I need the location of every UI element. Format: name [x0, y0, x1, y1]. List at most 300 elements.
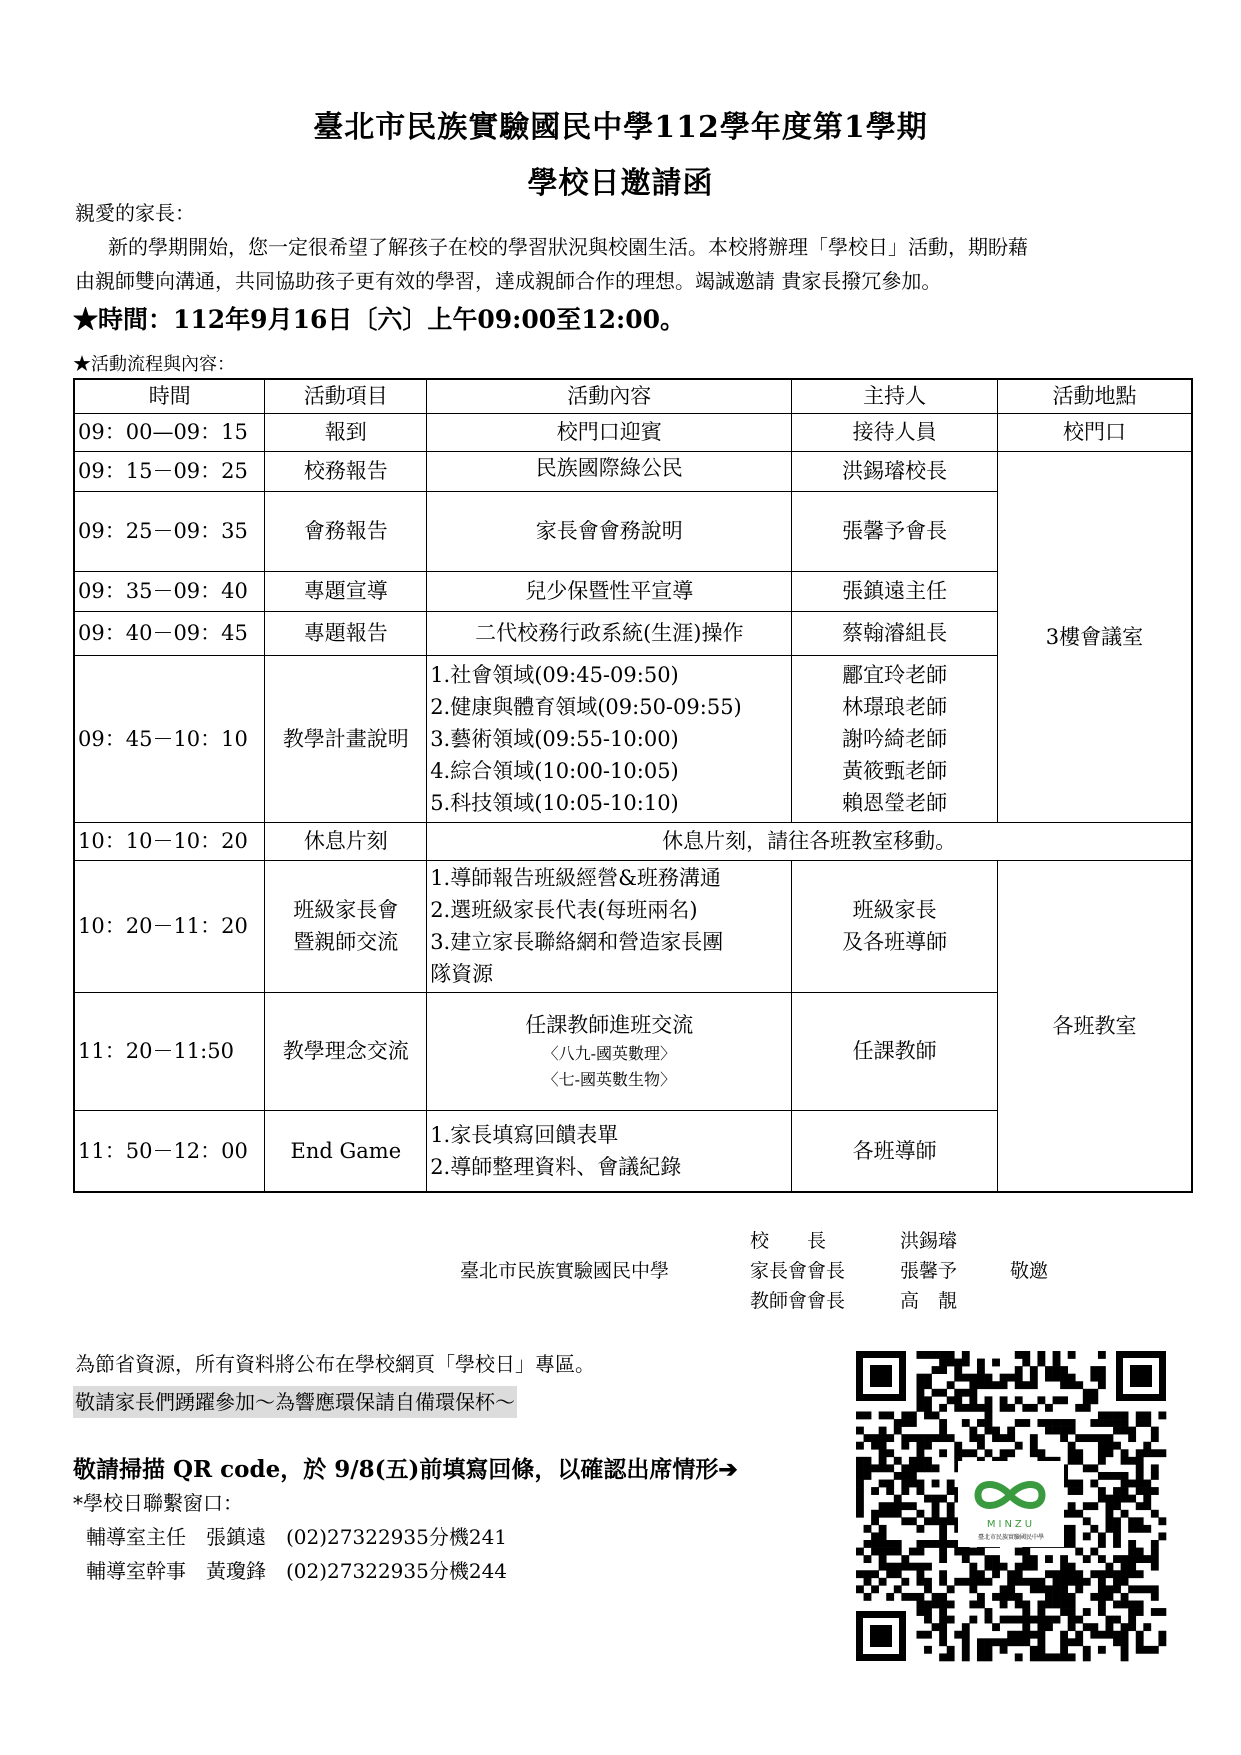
qr-module: [1068, 1653, 1076, 1661]
qr-module: [1007, 1374, 1015, 1382]
qr-module: [962, 1646, 970, 1654]
qr-module: [1015, 1563, 1023, 1571]
cell-content: 休息片刻，請往各班教室移動。: [427, 822, 1192, 860]
qr-module: [856, 1502, 864, 1510]
qr-module: [916, 1510, 924, 1518]
qr-module: [909, 1464, 917, 1472]
qr-module: [1068, 1623, 1076, 1631]
qr-module: [1037, 1351, 1045, 1359]
qr-module: [856, 1411, 864, 1419]
qr-module: [924, 1608, 932, 1616]
qr-module: [1106, 1495, 1114, 1503]
qr-module: [1098, 1578, 1106, 1586]
qr-module: [1000, 1646, 1008, 1654]
qr-module: [1090, 1502, 1098, 1510]
qr-module: [977, 1359, 985, 1367]
qr-module: [1075, 1510, 1083, 1518]
qr-module: [1007, 1427, 1015, 1435]
qr-module: [1022, 1548, 1030, 1556]
qr-module: [856, 1427, 864, 1435]
header-content: 活動內容: [427, 379, 792, 413]
qr-module: [1098, 1351, 1106, 1359]
qr-module: [1053, 1359, 1061, 1367]
qr-module: [969, 1427, 977, 1435]
qr-module: [1151, 1449, 1159, 1457]
qr-module: [1022, 1616, 1030, 1624]
qr-module: [1045, 1555, 1053, 1563]
qr-module: [1098, 1419, 1106, 1427]
qr-module: [1136, 1638, 1144, 1646]
qr-module: [1121, 1563, 1129, 1571]
qr-module: [1083, 1653, 1091, 1661]
qr-module: [871, 1517, 879, 1525]
qr-module: [947, 1510, 955, 1518]
qr-module: [864, 1457, 872, 1465]
qr-module: [947, 1540, 955, 1548]
qr-module: [1128, 1434, 1136, 1442]
qr-module: [1045, 1366, 1053, 1374]
qr-module: [1053, 1427, 1061, 1435]
qr-module: [954, 1389, 962, 1397]
qr-module: [954, 1548, 962, 1556]
qr-module: [1136, 1487, 1144, 1495]
qr-module: [1022, 1359, 1030, 1367]
qr-module: [977, 1578, 985, 1586]
qr-module: [1113, 1442, 1121, 1450]
qr-module: [1000, 1404, 1008, 1412]
content-line: 4.綜合領域(10:00-10:05): [430, 758, 679, 783]
qr-module: [1136, 1555, 1144, 1563]
qr-module: [1113, 1570, 1121, 1578]
qr-module: [1113, 1601, 1121, 1609]
qr-module: [901, 1487, 909, 1495]
signature-name: 洪錫璿: [900, 1230, 958, 1252]
qr-module: [1090, 1419, 1098, 1427]
qr-module: [1090, 1374, 1098, 1382]
qr-module: [1015, 1374, 1023, 1382]
content-line: 5.科技領域(10:05-10:10): [430, 790, 679, 815]
qr-module: [939, 1548, 947, 1556]
greeting: 親愛的家長：: [75, 201, 195, 225]
qr-module: [932, 1480, 940, 1488]
signature-title: 校 長: [750, 1230, 827, 1252]
cell-time: 10：20－11：20: [74, 860, 265, 992]
qr-module: [1136, 1631, 1144, 1639]
qr-module: [886, 1563, 894, 1571]
qr-module: [962, 1631, 970, 1639]
cell-host: 接待人員: [792, 413, 998, 451]
qr-module: [1151, 1585, 1159, 1593]
content-line: 3.藝術領域(09:55-10:00): [430, 726, 679, 751]
qr-module: [916, 1464, 924, 1472]
qr-module: [1015, 1616, 1023, 1624]
qr-module: [1113, 1555, 1121, 1563]
qr-module: [1136, 1472, 1144, 1480]
qr-module: [969, 1548, 977, 1556]
qr-module: [1083, 1389, 1091, 1397]
content-line: 1.家長填寫回饋表單: [430, 1122, 619, 1147]
contact-line: 輔導室主任 張鎮遠 (02)27322935分機241: [86, 1525, 508, 1549]
cell-item: 專題宣導: [265, 571, 427, 611]
qr-module: [985, 1374, 993, 1382]
qr-module: [1068, 1502, 1076, 1510]
cell-content: 二代校務行政系統(生涯)操作: [427, 611, 792, 655]
qr-module: [916, 1404, 924, 1412]
qr-module: [1098, 1411, 1106, 1419]
qr-module: [1136, 1419, 1144, 1427]
qr-module: [916, 1548, 924, 1556]
qr-module: [1075, 1449, 1083, 1457]
qr-module: [1060, 1570, 1068, 1578]
schedule-label: ★活動流程與內容：: [73, 354, 235, 375]
qr-module: [924, 1601, 932, 1609]
qr-module: [939, 1389, 947, 1397]
qr-module: [1106, 1623, 1114, 1631]
qr-module: [1015, 1419, 1023, 1427]
qr-module: [879, 1434, 887, 1442]
qr-module: [1060, 1366, 1068, 1374]
qr-module: [962, 1389, 970, 1397]
cell-place: 校門口: [997, 413, 1192, 451]
qr-module: [1090, 1434, 1098, 1442]
qr-module: [1060, 1374, 1068, 1382]
qr-module: [1045, 1374, 1053, 1382]
qr-module: [1068, 1525, 1076, 1533]
qr-module: [939, 1404, 947, 1412]
qr-module: [932, 1623, 940, 1631]
qr-module: [864, 1464, 872, 1472]
qr-module: [939, 1449, 947, 1457]
qr-module: [879, 1480, 887, 1488]
cell-content: [427, 1110, 792, 1192]
qr-module: [1060, 1585, 1068, 1593]
qr-module: [969, 1616, 977, 1624]
qr-module: [916, 1487, 924, 1495]
content-line: 1.導師報告班級經營&班務溝通: [430, 866, 721, 890]
qr-module: [1060, 1434, 1068, 1442]
qr-module: [1136, 1525, 1144, 1533]
qr-module: [1143, 1502, 1151, 1510]
qr-module: [924, 1616, 932, 1624]
qr-module: [879, 1457, 887, 1465]
qr-module: [1037, 1585, 1045, 1593]
qr-module: [1075, 1480, 1083, 1488]
host-line: 林璟琅老師: [842, 694, 948, 719]
qr-module: [1098, 1366, 1106, 1374]
host-line: 班級家長: [852, 898, 937, 922]
qr-module: [1037, 1653, 1045, 1661]
cell-item: 校務報告: [265, 451, 427, 491]
content-main: 任課教師進班交流: [525, 1013, 694, 1037]
cell-host: 張馨予會長: [792, 491, 998, 571]
host-line: 黃筱甄老師: [842, 758, 948, 783]
qr-module: [1068, 1510, 1076, 1518]
qr-module: [1128, 1427, 1136, 1435]
qr-module: [1060, 1578, 1068, 1586]
cell-content: 校門口迎賓: [427, 413, 792, 451]
qr-module: [1098, 1646, 1106, 1654]
host-line: 酈宜玲老師: [842, 662, 948, 687]
qr-module: [1151, 1464, 1159, 1472]
signature-title: 教師會會長: [750, 1290, 846, 1312]
page-subtitle: 學校日邀請函: [527, 166, 714, 201]
qr-module: [1037, 1419, 1045, 1427]
qr-module: [1068, 1381, 1076, 1389]
qr-module: [1068, 1532, 1076, 1540]
qr-module: [916, 1593, 924, 1601]
qr-module: [1015, 1570, 1023, 1578]
qr-module: [1075, 1457, 1083, 1465]
qr-module: [962, 1351, 970, 1359]
qr-code[interactable]: [852, 1347, 1170, 1665]
item-line: 暨親師交流: [293, 930, 399, 954]
qr-module: [1143, 1449, 1151, 1457]
qr-module: [1136, 1608, 1144, 1616]
qr-module: [1128, 1570, 1136, 1578]
qr-module: [924, 1457, 932, 1465]
qr-module: [985, 1616, 993, 1624]
qr-module: [1121, 1480, 1129, 1488]
qr-module: [1007, 1638, 1015, 1646]
qr-module: [1143, 1480, 1151, 1488]
qr-module: [1053, 1570, 1061, 1578]
qr-module: [1007, 1631, 1015, 1639]
qr-module: [1000, 1616, 1008, 1624]
qr-module: [939, 1525, 947, 1533]
qr-module: [1000, 1449, 1008, 1457]
item-line: 班級家長會: [293, 898, 399, 922]
qr-module: [1151, 1608, 1159, 1616]
qr-module: [992, 1427, 1000, 1435]
qr-module: [901, 1411, 909, 1419]
cell-time: 09：15－09：25: [74, 451, 265, 491]
intro-paragraph-line-1: 新的學期開始，您一定很希望了解孩子在校的學習狀況與校園生活。本校將辦理「學校日」活動，期盼藉: [108, 235, 1028, 259]
qr-module: [977, 1646, 985, 1654]
qr-module: [1106, 1442, 1114, 1450]
schedule-table: [73, 378, 1193, 1193]
qr-module: [1015, 1601, 1023, 1609]
qr-module: [962, 1359, 970, 1367]
qr-module: [856, 1464, 864, 1472]
qr-module: [1000, 1374, 1008, 1382]
qr-module: [1060, 1381, 1068, 1389]
qr-module: [1121, 1638, 1129, 1646]
qr-module: [1045, 1616, 1053, 1624]
qr-module: [962, 1638, 970, 1646]
qr-module: [1151, 1548, 1159, 1556]
qr-module: [992, 1623, 1000, 1631]
qr-module: [1143, 1442, 1151, 1450]
qr-module: [894, 1495, 902, 1503]
qr-module: [1075, 1616, 1083, 1624]
qr-module: [1000, 1563, 1008, 1571]
content-sub: 〈七-國英數生物〉: [542, 1070, 677, 1089]
qr-module: [1030, 1381, 1038, 1389]
qr-module: [1098, 1381, 1106, 1389]
qr-module: [916, 1570, 924, 1578]
qr-module: [1121, 1411, 1129, 1419]
qr-module: [1053, 1616, 1061, 1624]
cell-host: 蔡翰濬組長: [792, 611, 998, 655]
qr-module: [1113, 1419, 1121, 1427]
qr-module: [1098, 1601, 1106, 1609]
cell-item: End Game: [265, 1110, 427, 1192]
qr-module: [1053, 1593, 1061, 1601]
qr-module: [856, 1472, 864, 1480]
qr-module: [1083, 1532, 1091, 1540]
qr-module: [856, 1487, 864, 1495]
qr-module: [1030, 1404, 1038, 1412]
qr-module: [954, 1631, 962, 1639]
qr-module: [916, 1374, 924, 1382]
qr-module: [969, 1434, 977, 1442]
cell-item: [265, 860, 427, 992]
qr-module: [1030, 1374, 1038, 1382]
qr-module: [962, 1555, 970, 1563]
qr-module: [1053, 1366, 1061, 1374]
qr-module: [1151, 1646, 1159, 1654]
qr-module: [939, 1601, 947, 1609]
signature-name: 高 靚: [900, 1290, 958, 1312]
qr-module: [1030, 1653, 1038, 1661]
qr-module: [985, 1608, 993, 1616]
qr-module: [901, 1472, 909, 1480]
qr-module: [1068, 1449, 1076, 1457]
qr-module: [1113, 1631, 1121, 1639]
qr-module: [1022, 1351, 1030, 1359]
qr-module: [1030, 1578, 1038, 1586]
qr-module: [924, 1495, 932, 1503]
qr-module: [1083, 1517, 1091, 1525]
qr-module: [947, 1502, 955, 1510]
qr-module: [1015, 1638, 1023, 1646]
content-line: 2.選班級家長代表(每班兩名): [430, 898, 698, 922]
content-sub: 〈八九-國英數理〉: [542, 1044, 677, 1063]
qr-module: [1143, 1495, 1151, 1503]
qr-module: [1060, 1555, 1068, 1563]
qr-module: [1090, 1464, 1098, 1472]
qr-module: [969, 1563, 977, 1571]
qr-module: [1083, 1396, 1091, 1404]
qr-module: [985, 1638, 993, 1646]
qr-module: [1098, 1540, 1106, 1548]
qr-module: [939, 1495, 947, 1503]
cell-content: [427, 655, 792, 822]
qr-module: [1068, 1608, 1076, 1616]
qr-module: [969, 1570, 977, 1578]
qr-module: [879, 1555, 887, 1563]
qr-module: [1037, 1646, 1045, 1654]
qr-module: [1083, 1434, 1091, 1442]
qr-module: [947, 1653, 955, 1661]
qr-module: [939, 1359, 947, 1367]
qr-module: [1045, 1593, 1053, 1601]
qr-module: [977, 1442, 985, 1450]
cell-item: 專題報告: [265, 611, 427, 655]
signature-school: 臺北市民族實驗國民中學: [460, 1260, 670, 1282]
qr-module: [1022, 1638, 1030, 1646]
qr-module: [1106, 1570, 1114, 1578]
qr-module: [1000, 1381, 1008, 1389]
qr-module: [1151, 1540, 1159, 1548]
qr-module: [909, 1548, 917, 1556]
qr-module: [1113, 1472, 1121, 1480]
qr-module: [954, 1366, 962, 1374]
intro-paragraph-line-2: 由親師雙向溝通，共同協助孩子更有效的學習，達成親師合作的理想。竭誠邀請 貴家長撥冗參加。: [75, 269, 942, 293]
qr-module: [1060, 1396, 1068, 1404]
table-row: [74, 413, 1192, 451]
qr-module: [879, 1427, 887, 1435]
qr-module: [901, 1464, 909, 1472]
qr-module: [886, 1464, 894, 1472]
qr-module: [1151, 1510, 1159, 1518]
qr-module: [879, 1411, 887, 1419]
qr-module: [871, 1532, 879, 1540]
qr-module: [1037, 1359, 1045, 1367]
qr-module: [1045, 1585, 1053, 1593]
qr-module: [1015, 1631, 1023, 1639]
qr-module: [969, 1404, 977, 1412]
content-line: 2.導師整理資料、會議紀錄: [430, 1154, 682, 1179]
qr-module: [1075, 1631, 1083, 1639]
qr-module: [856, 1570, 864, 1578]
qr-module: [1022, 1419, 1030, 1427]
host-line: 賴恩瑩老師: [842, 790, 948, 815]
qr-module: [1015, 1351, 1023, 1359]
qr-module: [1030, 1563, 1038, 1571]
cell-time: 09：00—09：15: [74, 413, 265, 451]
cell-host: [792, 655, 998, 822]
qr-module: [962, 1374, 970, 1382]
qr-module: [901, 1563, 909, 1571]
qr-module: [962, 1653, 970, 1661]
qr-module: [1083, 1608, 1091, 1616]
qr-module: [1053, 1419, 1061, 1427]
qr-module: [1121, 1495, 1129, 1503]
qr-module: [894, 1427, 902, 1435]
qr-module: [977, 1601, 985, 1609]
qr-module: [924, 1578, 932, 1586]
qr-module: [932, 1517, 940, 1525]
qr-module: [939, 1653, 947, 1661]
qr-module: [992, 1570, 1000, 1578]
qr-module: [924, 1442, 932, 1450]
qr-module: [1030, 1646, 1038, 1654]
qr-module: [1053, 1585, 1061, 1593]
qr-module: [1106, 1563, 1114, 1571]
qr-module: [1083, 1404, 1091, 1412]
qr-module: [1030, 1585, 1038, 1593]
qr-module: [1136, 1517, 1144, 1525]
school-logo: [958, 1461, 1064, 1547]
qr-module: [985, 1449, 993, 1457]
qr-module: [947, 1359, 955, 1367]
qr-module: [901, 1555, 909, 1563]
qr-module: [909, 1502, 917, 1510]
qr-module: [985, 1427, 993, 1435]
cell-time: 09：45－10：10: [74, 655, 265, 822]
qr-module: [886, 1570, 894, 1578]
qr-module: [1143, 1646, 1151, 1654]
qr-module: [1106, 1585, 1114, 1593]
qr-module: [1143, 1585, 1151, 1593]
qr-module: [1015, 1653, 1023, 1661]
qr-module: [1106, 1525, 1114, 1533]
qr-module: [969, 1585, 977, 1593]
qr-module: [1121, 1457, 1129, 1465]
qr-module: [909, 1472, 917, 1480]
qr-module: [969, 1449, 977, 1457]
